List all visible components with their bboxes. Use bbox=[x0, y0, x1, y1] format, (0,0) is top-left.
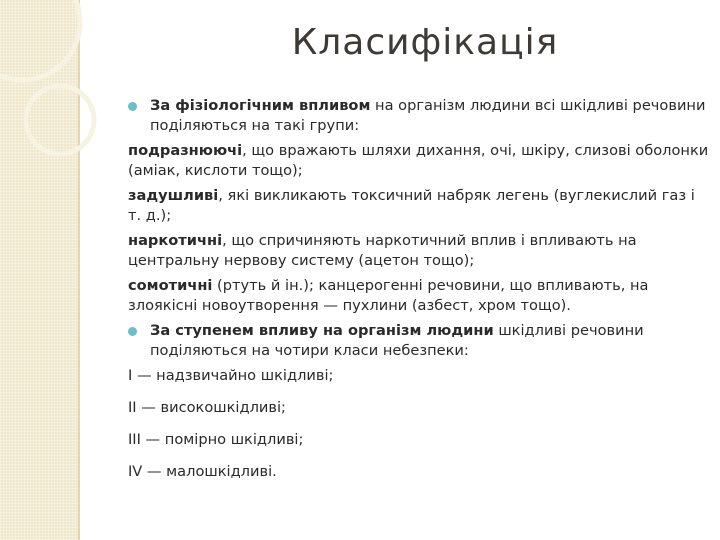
group-item bbox=[128, 186, 712, 226]
bullet-physiological bbox=[128, 96, 712, 136]
group-description: , що спричиняють наркотичний вплив і впливають на центральну нервову систему (ацетон тощо); bbox=[128, 232, 637, 269]
group-description: , що вражають шляхи дихання, очі, шкіру, слизові оболонки (аміак, кислоти тощо); bbox=[128, 142, 709, 179]
bullet-heading: За фізіологічним впливом bbox=[150, 97, 371, 114]
group-term: подразнюючі bbox=[128, 142, 243, 159]
group-term: наркотичні bbox=[128, 232, 223, 249]
bullet-text: шкідливі речовини поділяються на чотири класи небезпеки: bbox=[150, 322, 644, 359]
bullet-dot-icon bbox=[128, 327, 137, 336]
decorative-circles bbox=[0, 0, 140, 220]
bullet-dot-icon bbox=[128, 102, 137, 111]
group-description: (ртуть й ін.); канцерогенні речовини, що впливають, на злоякісні новоутворення — пухлини (азбест, хром тощо). bbox=[128, 277, 649, 314]
group-term: сомотичні bbox=[128, 277, 213, 294]
group-item bbox=[128, 231, 712, 271]
group-item bbox=[128, 276, 712, 316]
hazard-class-item: II — високошкідливі; bbox=[128, 399, 286, 416]
bullet-degree bbox=[128, 321, 712, 361]
hazard-class-item: IV — малошкідливі. bbox=[128, 463, 277, 480]
group-item bbox=[128, 141, 712, 181]
bullet-heading: За ступенем впливу на організм людини bbox=[150, 322, 494, 339]
hazard-class-item: III — помірно шкідливі; bbox=[128, 431, 304, 448]
bullet-text: на організм людини всі шкідливі речовини поділяються на такі групи: bbox=[150, 97, 706, 134]
slide-title: Класифікація bbox=[291, 22, 559, 63]
slide-content bbox=[128, 96, 712, 494]
group-term: задушливі bbox=[128, 187, 219, 204]
hazard-class-item: I — надзвичайно шкідливі; bbox=[128, 367, 334, 384]
group-description: , які викликають токсичний набряк легень (вуглекислий газ і т. д.); bbox=[128, 187, 695, 224]
